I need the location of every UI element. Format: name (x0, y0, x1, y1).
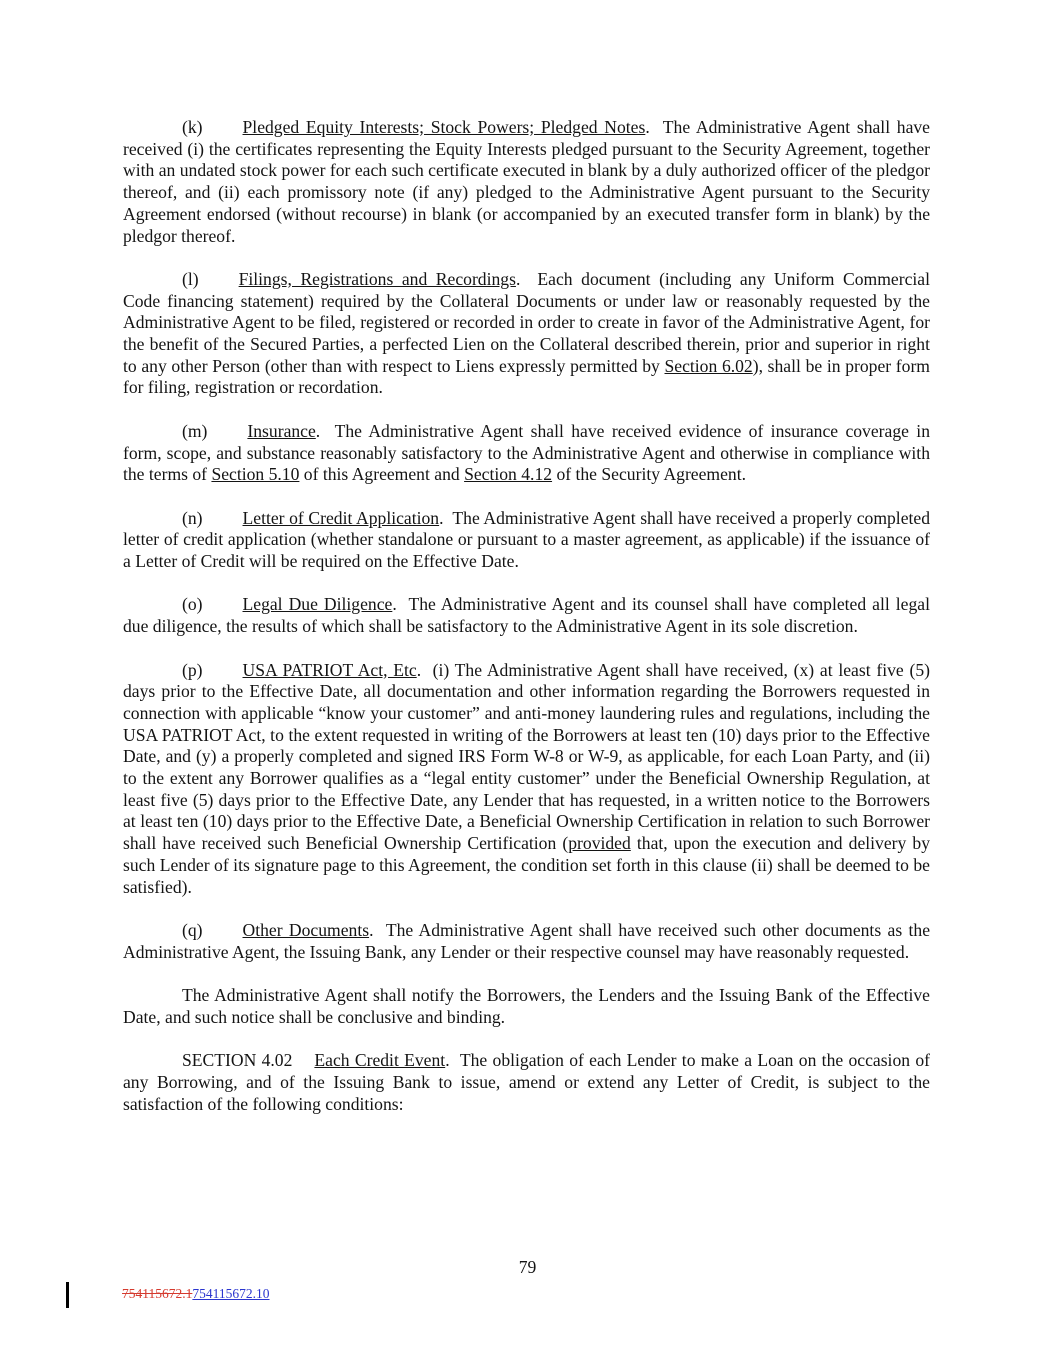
clause-body-text: . The Administrative Agent shall have received evidence of insurance coverage in form, scope, and substance reasonably satisfactory to the Administrative Agent and otherwise in compliance with the terms of (123, 420, 930, 485)
clause-label: (n) (182, 507, 203, 528)
clause-body-text: of the Security Agreement. (552, 464, 747, 485)
clause-k-paragraph (123, 117, 930, 247)
clause-body-text: . (i) The Administrative Agent shall have received, (x) at least five (5) days prior to the Effective Date, all documentation and other information regarding the Borrowers requested in connection with applicable “know your customer” and anti-money laundering rules and regulations, including the USA PATRIOT Act, to the extent requested in writing of the Borrowers at least ten (10) days prior to the Effective Date, and (y) a properly completed and signed IRS Form W-8 or W-9, as applicable, for each Loan Party, and (ii) to the extent any Borrower qualifies as a “legal entity customer” under the Beneficial Ownership Regulation, at least five (5) days prior to the Effective Date, any Lender that has requested, in a written notice to the Borrowers at least ten (10) days prior to the Effective Date, a Beneficial Ownership Certification in relation to such Borrower shall have received such Beneficial Ownership Certification ( (123, 659, 930, 854)
clause-q-paragraph (123, 920, 930, 963)
clause-body-text: . The Administrative Agent and its counsel shall have completed all legal due diligence, the results of which shall be satisfactory to the Administrative Agent in its sole discretion. (123, 594, 930, 637)
section-402-paragraph (123, 1050, 930, 1115)
notify-paragraph (123, 985, 930, 1028)
clause-label: (l) (182, 268, 199, 289)
section-heading: Each Credit Event (314, 1050, 446, 1071)
page-number: 79 (518, 1257, 537, 1277)
clause-label: (m) (182, 420, 208, 441)
clause-label: (q) (182, 919, 203, 940)
clause-body-text: . The Administrative Agent shall have received a properly completed letter of credit application (whether standalone or pursuant to a master agreement, as applicable) if the issuance of a Letter of Credit will be required on the Effective Date. (123, 507, 930, 572)
clause-n-paragraph (123, 508, 930, 573)
clause-body-text: . The Administrative Agent shall have received (i) the certificates representing the Equity Interests pledged pursuant to the Security Agreement, together with an undated stock power for each such certificate executed in blank by a duly authorized officer of the pledgor thereof, and (ii) each promissory note (if any) pledged to the Administrative Agent pursuant to the Security Agreement endorsed (without recourse) in blank (or accompanied by an executed transfer form in blank) by the pledgor thereof. (123, 117, 930, 246)
clause-body-text: that, upon the execution and delivery by such Lender of its signature page to this Agreement, the condition set forth in this clause (ii) shall be deemed to be satisfied). (123, 833, 930, 897)
clause-l-paragraph (123, 269, 930, 399)
old-document-id: 754115672.1 (122, 1286, 193, 1301)
clause-body-text: . The Administrative Agent shall have received such other documents as the Administrative Agent, the Issuing Bank, any Lender or their respective counsel may have reasonably requested. (123, 919, 931, 962)
revision-change-bar (66, 1282, 69, 1308)
section-reference: Section 6.02 (664, 355, 753, 376)
clause-heading: USA PATRIOT Act, Etc (242, 659, 417, 680)
clause-body-text: ), shall be in proper form for filing, registration or recordation. (123, 355, 930, 398)
clause-heading: Legal Due Diligence (242, 594, 393, 615)
section-reference: Section 5.10 (211, 464, 300, 485)
section-label: SECTION 4.02 (182, 1050, 293, 1071)
clause-heading: Letter of Credit Application (242, 507, 440, 528)
clause-heading: Pledged Equity Interests; Stock Powers; Pledged Notes (242, 117, 646, 137)
clause-heading: Filings, Registrations and Recordings (238, 268, 516, 289)
clause-label: (o) (182, 594, 203, 615)
section-body-text: . The obligation of each Lender to make a Loan on the occasion of any Borrowing, and of the Issuing Bank to issue, amend or extend any Letter of Credit, is subject to the satisfaction of the following conditions: (123, 1050, 930, 1114)
clause-m-paragraph (123, 421, 930, 486)
clause-label: (k) (182, 117, 203, 137)
clause-heading: Other Documents (242, 919, 370, 940)
new-document-id: 754115672.10 (192, 1286, 270, 1301)
clause-label: (p) (182, 659, 203, 680)
clause-body-text: of this Agreement and (299, 464, 465, 485)
clause-p-paragraph (123, 660, 930, 899)
document-body (123, 117, 930, 1115)
document-id-footer (122, 1286, 270, 1302)
paragraph-text: The Administrative Agent shall notify the Borrowers, the Lenders and the Issuing Bank of the Effective Date, and such notice shall be conclusive and binding. (123, 985, 930, 1027)
clause-o-paragraph (123, 594, 930, 637)
clause-heading: Insurance (247, 420, 316, 441)
proviso-term: provided (568, 833, 631, 854)
clause-body-text: . Each document (including any Uniform Commercial Code financing statement) required by the Collateral Documents or under law or reasonably requested by the Administrative Agent to be filed, registered or recorded in order to create in favor of the Administrative Agent, for the benefit of the Secured Parties, a perfected Lien on the Collateral described therein, prior and superior in right to any other Person (other than with respect to Liens expressly permitted by (123, 268, 930, 376)
section-reference: Section 4.12 (464, 464, 553, 485)
